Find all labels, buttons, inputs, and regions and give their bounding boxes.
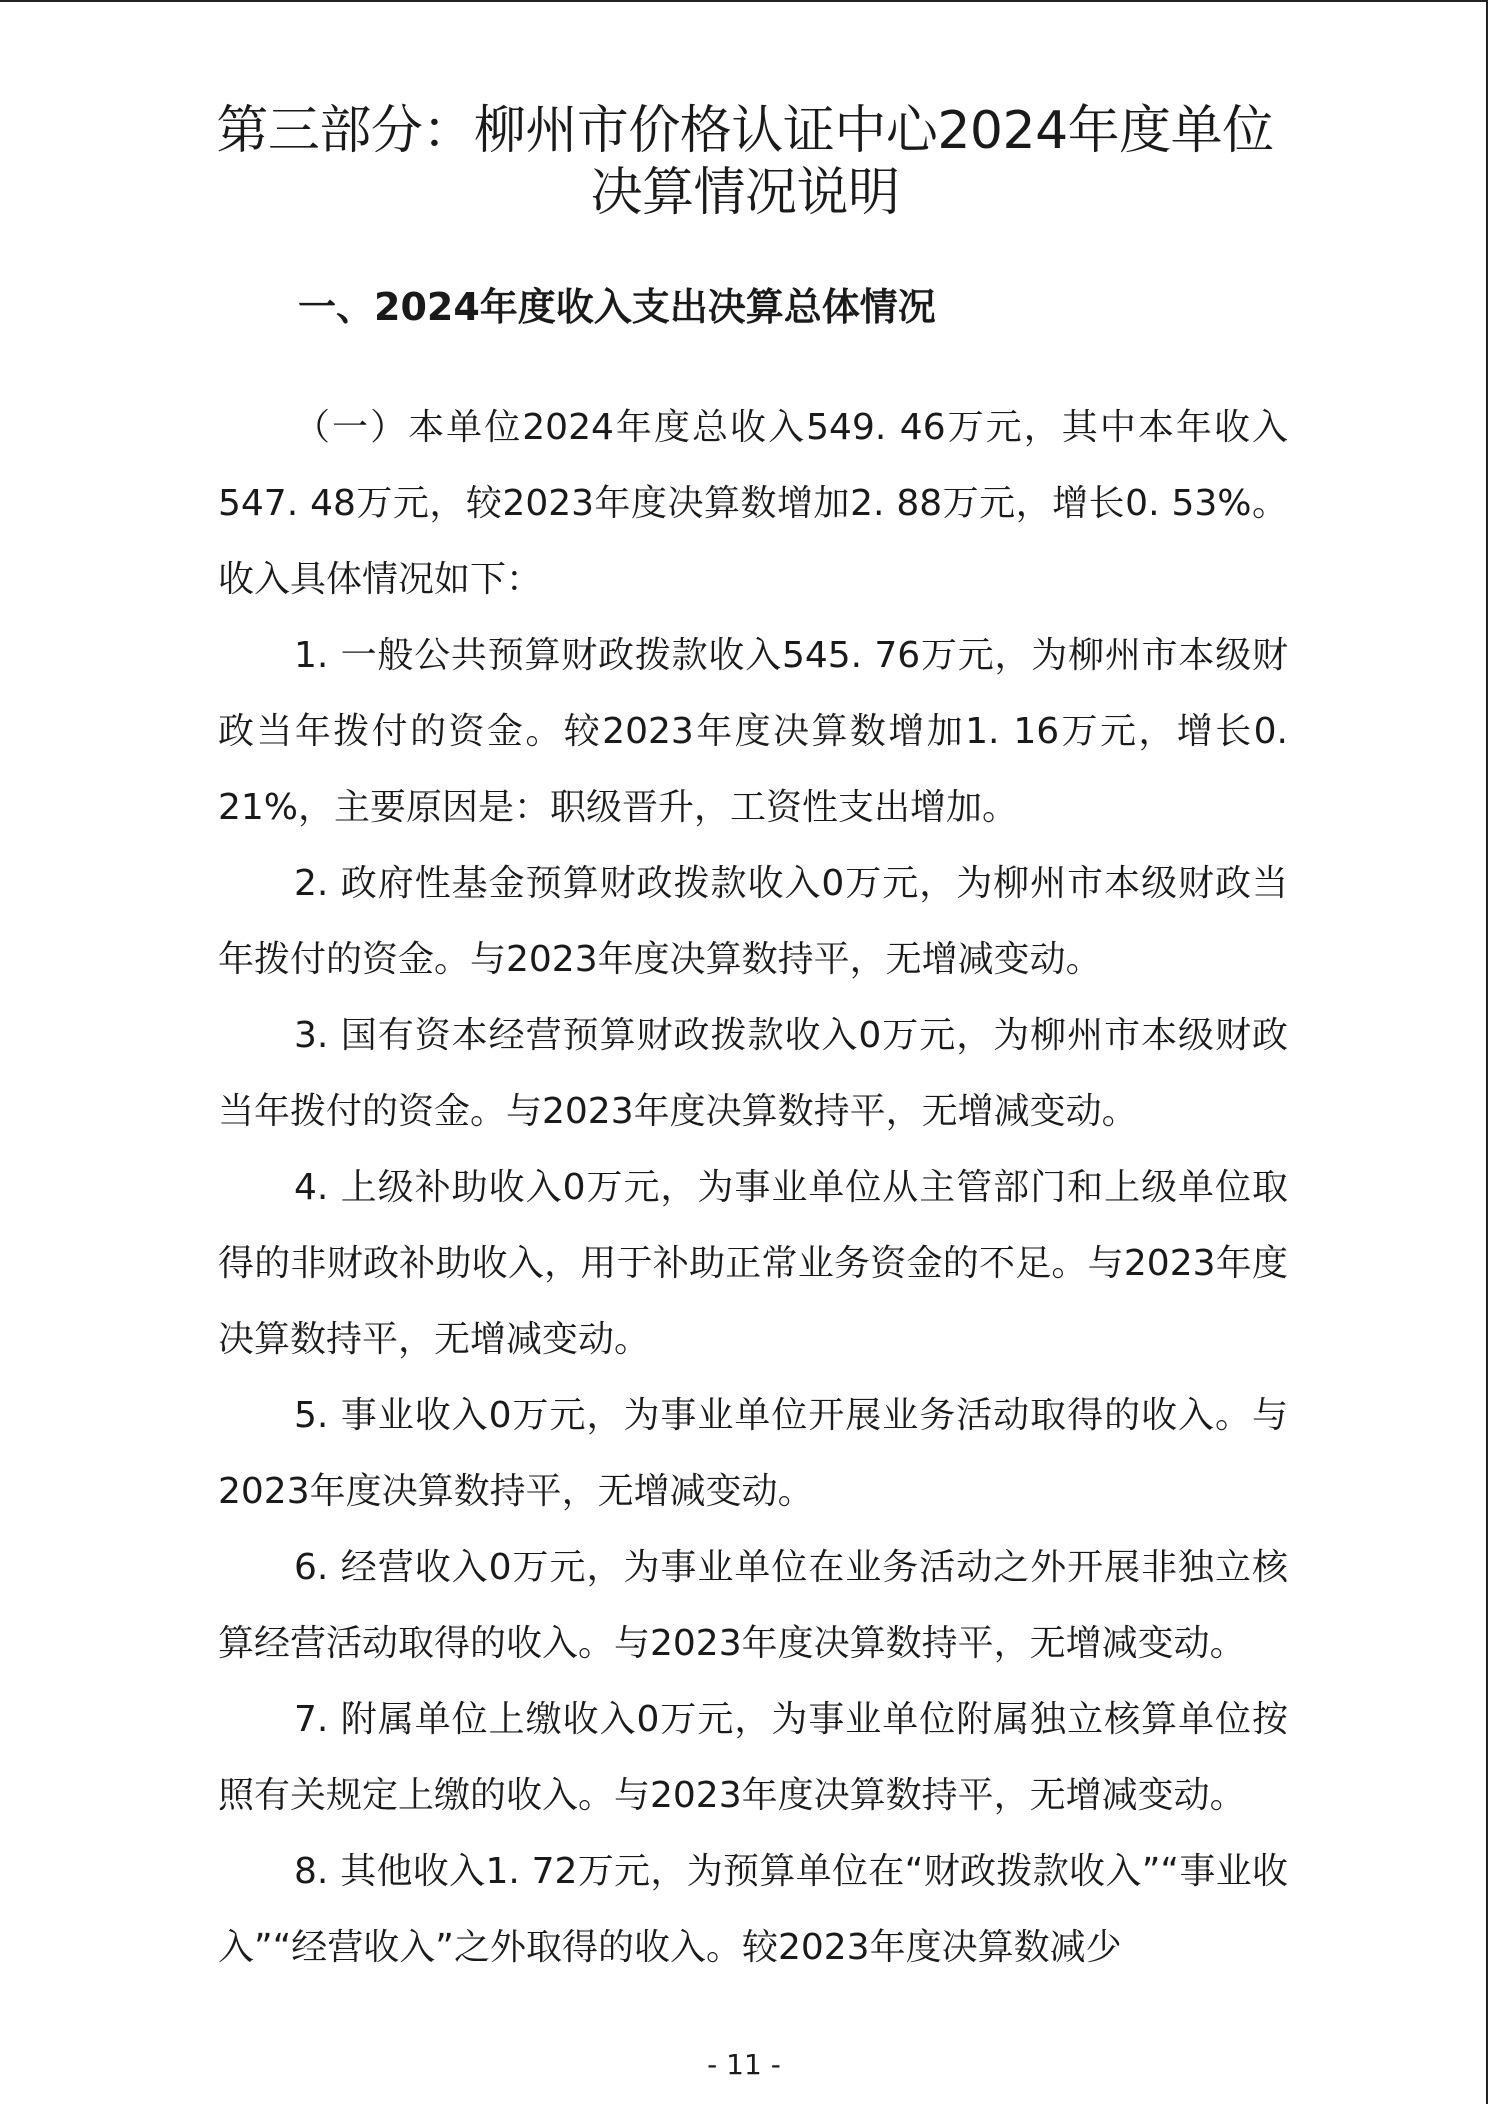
document-title: 第三部分：柳州市价格认证中心2024年度单位决算情况说明 [216,101,1274,223]
paragraph-item-6: 6. 经营收入0万元，为事业单位在业务活动之外开展非独立核算经营活动取得的收入。与2023年度决算数持平，无增减变动。 [218,1547,1288,1664]
paragraph-item-3: 3. 国有资本经营预算财政拨款收入0万元，为柳州市本级财政当年拨付的资金。与2023年度决算数持平，无增减变动。 [218,1015,1288,1132]
paragraph-item-8: 8. 其他收入1. 72万元，为预算单位在“财政拨款收入”“事业收入”“经营收入”之外取得的收入。较2023年度决算数减少 [218,1851,1288,1968]
paragraph-item-2: 2. 政府性基金预算财政拨款收入0万元，为柳州市本级财政当年拨付的资金。与2023年度决算数持平，无增减变动。 [218,863,1288,980]
document-body [218,390,1288,1986]
paragraph-item-1: 1. 一般公共预算财政拨款收入545. 76万元，为柳州市本级财政当年拨付的资金。较2023年度决算数增加1. 16万元，增长0. 21%，主要原因是：职级晋升，工资性支出增加。 [218,635,1288,828]
paragraph-item-5: 5. 事业收入0万元，为事业单位开展业务活动取得的收入。与2023年度决算数持平，无增减变动。 [218,1395,1288,1512]
paragraph-item-4: 4. 上级补助收入0万元，为事业单位从主管部门和上级单位取得的非财政补助收入，用于补助正常业务资金的不足。与2023年度决算数持平，无增减变动。 [218,1167,1288,1360]
paragraph-item-7: 7. 附属单位上缴收入0万元，为事业单位附属独立核算单位按照有关规定上缴的收入。与2023年度决算数持平，无增减变动。 [218,1699,1288,1816]
paragraph-summary: （一）本单位2024年度总收入549. 46万元，其中本年收入547. 48万元，较2023年度决算数增加2. 88万元，增长0. 53%。收入具体情况如下： [218,407,1288,600]
section-heading: 一、2024年度收入支出决算总体情况 [298,285,936,329]
page-number: - 11 - [707,2048,781,2081]
